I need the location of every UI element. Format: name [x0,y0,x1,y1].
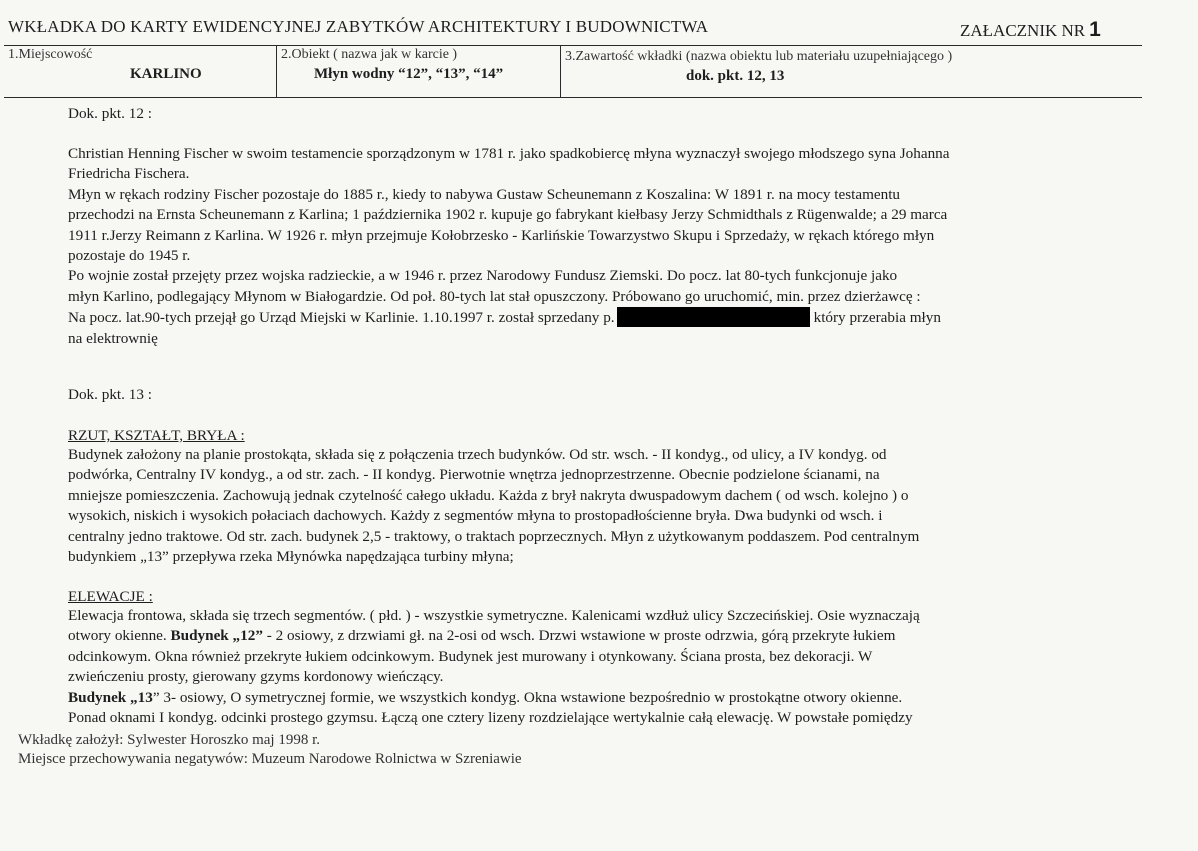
field-bottom-rule [4,97,1142,98]
text-line [68,626,920,646]
building-12-label: Budynek „12” [170,627,263,645]
text-segment: który przerabia młyn [813,309,941,327]
text-line: Friedricha Fischera. [68,165,190,183]
top-rule [4,45,1142,46]
text-line [68,688,920,708]
field-divider-1 [276,46,277,98]
text-line: budynkiem „13” przepływa rzeka Młynówka napędzająca turbiny młyna; [68,548,514,566]
text-line: Budynek założony na planie prostokąta, składa się z połączenia trzech budynków. Od str. wsch. - II kondyg., od ulicy, a IV kondyg. od [68,446,887,463]
field-locality-value: KARLINO [130,66,202,82]
field-object-label: 2.Obiekt ( nazwa jak w karcie ) [281,47,458,62]
field-object-value: Młyn wodny “12”, “13”, “14” [314,66,504,82]
text-line: centralny jedno traktowe. Od str. zach. budynek 2,5 - traktowy, o traktach poprzecznych. Młyn z użytkowanym poddaszem. Pod centralnym [68,527,920,545]
field-contents-value: dok. pkt. 12, 13 [686,68,785,84]
redaction-bar [617,307,810,327]
text-line: na elektrownię [68,329,158,347]
rzut-text [68,445,919,567]
text-line: Christian Henning Fischer w swoim testamencie sporządzonym w 1781 r. jako spadkobiercę młyna wyznaczył swojego młodszego syna Johanna [68,145,950,162]
text-line: mniejsze pomieszczenia. Zachowują jednak czytelność całego układu. Każda z brył nakryta dwuspadowym dachem ( od wsch. kolejno ) o [68,486,909,504]
section-12-heading: Dok. pkt. 12 : [68,105,152,122]
text-line: podwórka, Centralny IV kondyg., a od str. zach. - II kondyg. Pierwotnie wnętrza jednoprzestrzenne. Obecnie podzielone ścianami, na [68,466,880,484]
annex-number-value: 1 [1089,18,1101,41]
document-title: WKŁADKA DO KARTY EWIDENCYJNEJ ZABYTKÓW ARCHITEKTURY I BUDOWNICTWA [8,17,709,36]
section-12-text [68,144,950,349]
footer-negatives: Miejsce przechowywania negatywów: Muzeum Narodowe Rolnictwa w Szreniawie [18,751,522,767]
text-line: Młyn w rękach rodziny Fischer pozostaje do 1885 r., kiedy to nabywa Gustaw Scheunemann z Koszalina: W 1891 r. na mocy testamentu [68,185,901,203]
text-line: przechodzi na Ernsta Scheunemann z Karlina; 1 października 1902 r. kupuje go fabrykant kiełbasy Jerzy Schmidthals z Rügenwalde; a 29 marca [68,206,948,224]
section-13-heading: Dok. pkt. 13 : [68,386,152,403]
text-line: 1911 r.Jerzy Reimann z Karlina. W 1926 r. młyn przejmuje Kołobrzesko - Karlińskie Towarzystwo Skupu i Sprzedaży, w rękach którego młyn [68,226,935,244]
text-line-redacted [68,307,950,328]
rzut-heading: RZUT, KSZTAŁT, BRYŁA : [68,427,245,444]
elewacje-heading: ELEWACJE : [68,588,153,605]
text-line: Elewacja frontowa, składa się trzech segmentów. ( płd. ) - wszystkie symetryczne. Kalenicami wzdłuż ulicy Szczecińskiej. Osie wyznaczają [68,607,920,624]
annex-number [960,18,1101,42]
text-segment: Na pocz. lat.90-tych przejął go Urząd Miejski w Karlinie. 1.10.1997 r. został sprzedany p. [68,309,615,327]
footer-author: Wkładkę założył: Sylwester Horoszko maj 1998 r. [18,732,321,748]
text-line: Ponad oknami I kondyg. odcinki prostego gzymsu. Łączą one cztery lizeny rozdzielające wertykalnie całą elewację. W powstałe pomiędzy [68,709,913,727]
field-locality-label: 1.Miejscowość [8,47,93,62]
text-segment: otwory okienne. [68,627,171,645]
text-line: wysokich, niskich i wysokich połaciach dachowych. Każdy z segmentów młyna to prostopadłościenne bryła. Dwa budynki od wsch. i [68,507,883,525]
text-segment: - 2 osiowy, z drzwiami gł. na 2-osi od wsch. Drzwi wstawione w proste odrzwia, górą przekryte łukiem [262,627,896,645]
text-line: pozostaje do 1945 r. [68,247,191,265]
elewacje-text [68,606,920,728]
text-line: młyn Karlino, podlegający Młynom w Białogardzie. Od poł. 80-tych lat stał opuszczony. Próbowano go uruchomić, min. przez dzierżawcę : [68,287,921,305]
text-line: odcinkowym. Okna również przekryte łukiem odcinkowym. Budynek jest murowany i otynkowany. Ściana prosta, bez dekoracji. W [68,647,873,665]
text-line: Po wojnie został przejęty przez wojska radzieckie, a w 1946 r. przez Narodowy Fundusz Ziemski. Do pocz. lat 80-tych funkcjonuje jako [68,267,898,285]
field-contents-label: 3.Zawartość wkładki (nazwa obiektu lub materiału uzupełniającego ) [565,49,953,64]
annex-label: ZAŁACZNIK NR [960,21,1086,40]
field-divider-2 [560,46,561,98]
building-13-label: Budynek „13 [68,688,153,706]
text-line: zwieńczeniu prosty, gierowany gzyms kordonowy wieńczący. [68,668,444,686]
text-segment: ” 3- osiowy, O symetrycznej formie, we wszystkich kondyg. Okna wstawione bezpośrednio w prostokątne otwory okienne. [152,688,903,706]
